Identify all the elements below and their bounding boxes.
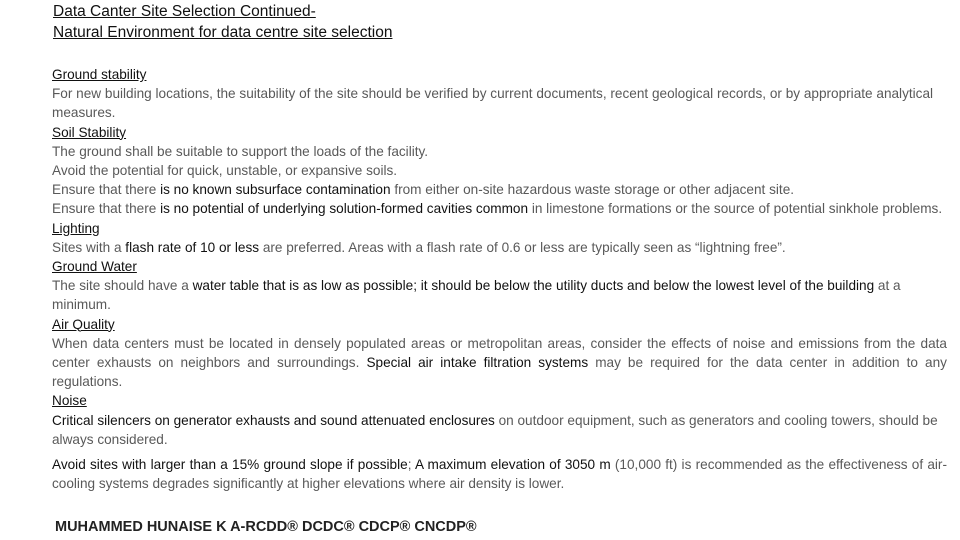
soil-text-4-bold: is no potential of underlying solution-formed cavities common — [160, 201, 529, 217]
heading-noise: Noise — [52, 393, 87, 409]
soil-text-4-pre: Ensure that there — [52, 201, 161, 217]
soil-text-3-post: from either on-site hazardous waste storage or other adjacent site. — [390, 182, 795, 198]
elevation-post: (10,000 ft) is recommended as the effectiveness of air-cooling systems degrades significantly at higher elevations where air density is lower. — [52, 457, 947, 492]
lighting-post: are preferred. Areas with a flash rate of 0.6 or less are typically seen as “lightning free”. — [259, 239, 786, 255]
heading-air-quality: Air Quality — [52, 316, 115, 332]
air-quality-bold: Special air intake filtration systems — [366, 355, 589, 371]
elevation-bold: Avoid sites with larger than a 15% ground slope if possible — [52, 457, 408, 473]
soil-stability-text-4 — [52, 199, 947, 218]
soil-stability-text-1: The ground shall be suitable to support the loads of the facility. — [52, 143, 429, 159]
noise-bold: Critical silencers on generator exhausts and sound attenuated enclosures — [52, 412, 495, 428]
soil-stability-text-3 — [52, 180, 947, 199]
heading-lighting: Lighting — [52, 220, 100, 236]
content-body — [52, 65, 947, 493]
ground-water-bold: water table that is as low as possible; it should be below the utility ducts and below the lowest level of the building — [192, 278, 875, 294]
page-subtitle: Natural Environment for data centre site selection — [53, 24, 393, 41]
heading-soil-stability: Soil Stability — [52, 124, 127, 140]
air-quality-post: may be required for the data center in addition to any regulations. — [52, 355, 947, 390]
elevation-mid: ; — [407, 457, 415, 473]
page-title: Data Canter Site Selection Continued- — [53, 3, 316, 20]
soil-stability-text-2: Avoid the potential for quick, unstable, or expansive soils. — [52, 163, 398, 179]
lighting-bold: flash rate of 10 or less — [125, 239, 260, 255]
soil-text-3-pre: Ensure that there — [52, 182, 161, 198]
elevation-text — [52, 455, 947, 493]
lighting-pre: Sites with a — [52, 239, 126, 255]
soil-text-4-post: in limestone formations or the source of potential sinkhole problems. — [528, 201, 943, 217]
lighting-text — [52, 238, 947, 257]
heading-ground-stability: Ground stability — [52, 67, 147, 82]
noise-post: on outdoor equipment, such as generators and cooling towers, should be always considered. — [52, 412, 938, 447]
heading-ground-water: Ground Water — [52, 259, 137, 275]
ground-stability-text: For new building locations, the suitability of the site should be verified by current documents, recent geological records, or by appropriate analytical measures. — [52, 86, 934, 121]
air-quality-text — [52, 334, 947, 392]
elevation-bold-2: A maximum elevation of 3050 m — [414, 457, 611, 473]
author-footer: MUHAMMED HUNAISE K A-RCDD® DCDC® CDCP® CNCDP® — [55, 519, 477, 535]
soil-text-3-bold: is no known subsurface contamination — [160, 182, 391, 198]
ground-water-pre: The site should have a — [52, 278, 193, 294]
noise-text — [52, 411, 947, 449]
air-quality-pre: When data centers must be located in densely populated areas or metropolitan areas, consider the effects of noise and emissions from the data center exhausts on neighbors and surroundings. — [52, 335, 947, 371]
ground-water-text — [52, 276, 947, 314]
ground-water-post: at a minimum. — [52, 278, 901, 313]
